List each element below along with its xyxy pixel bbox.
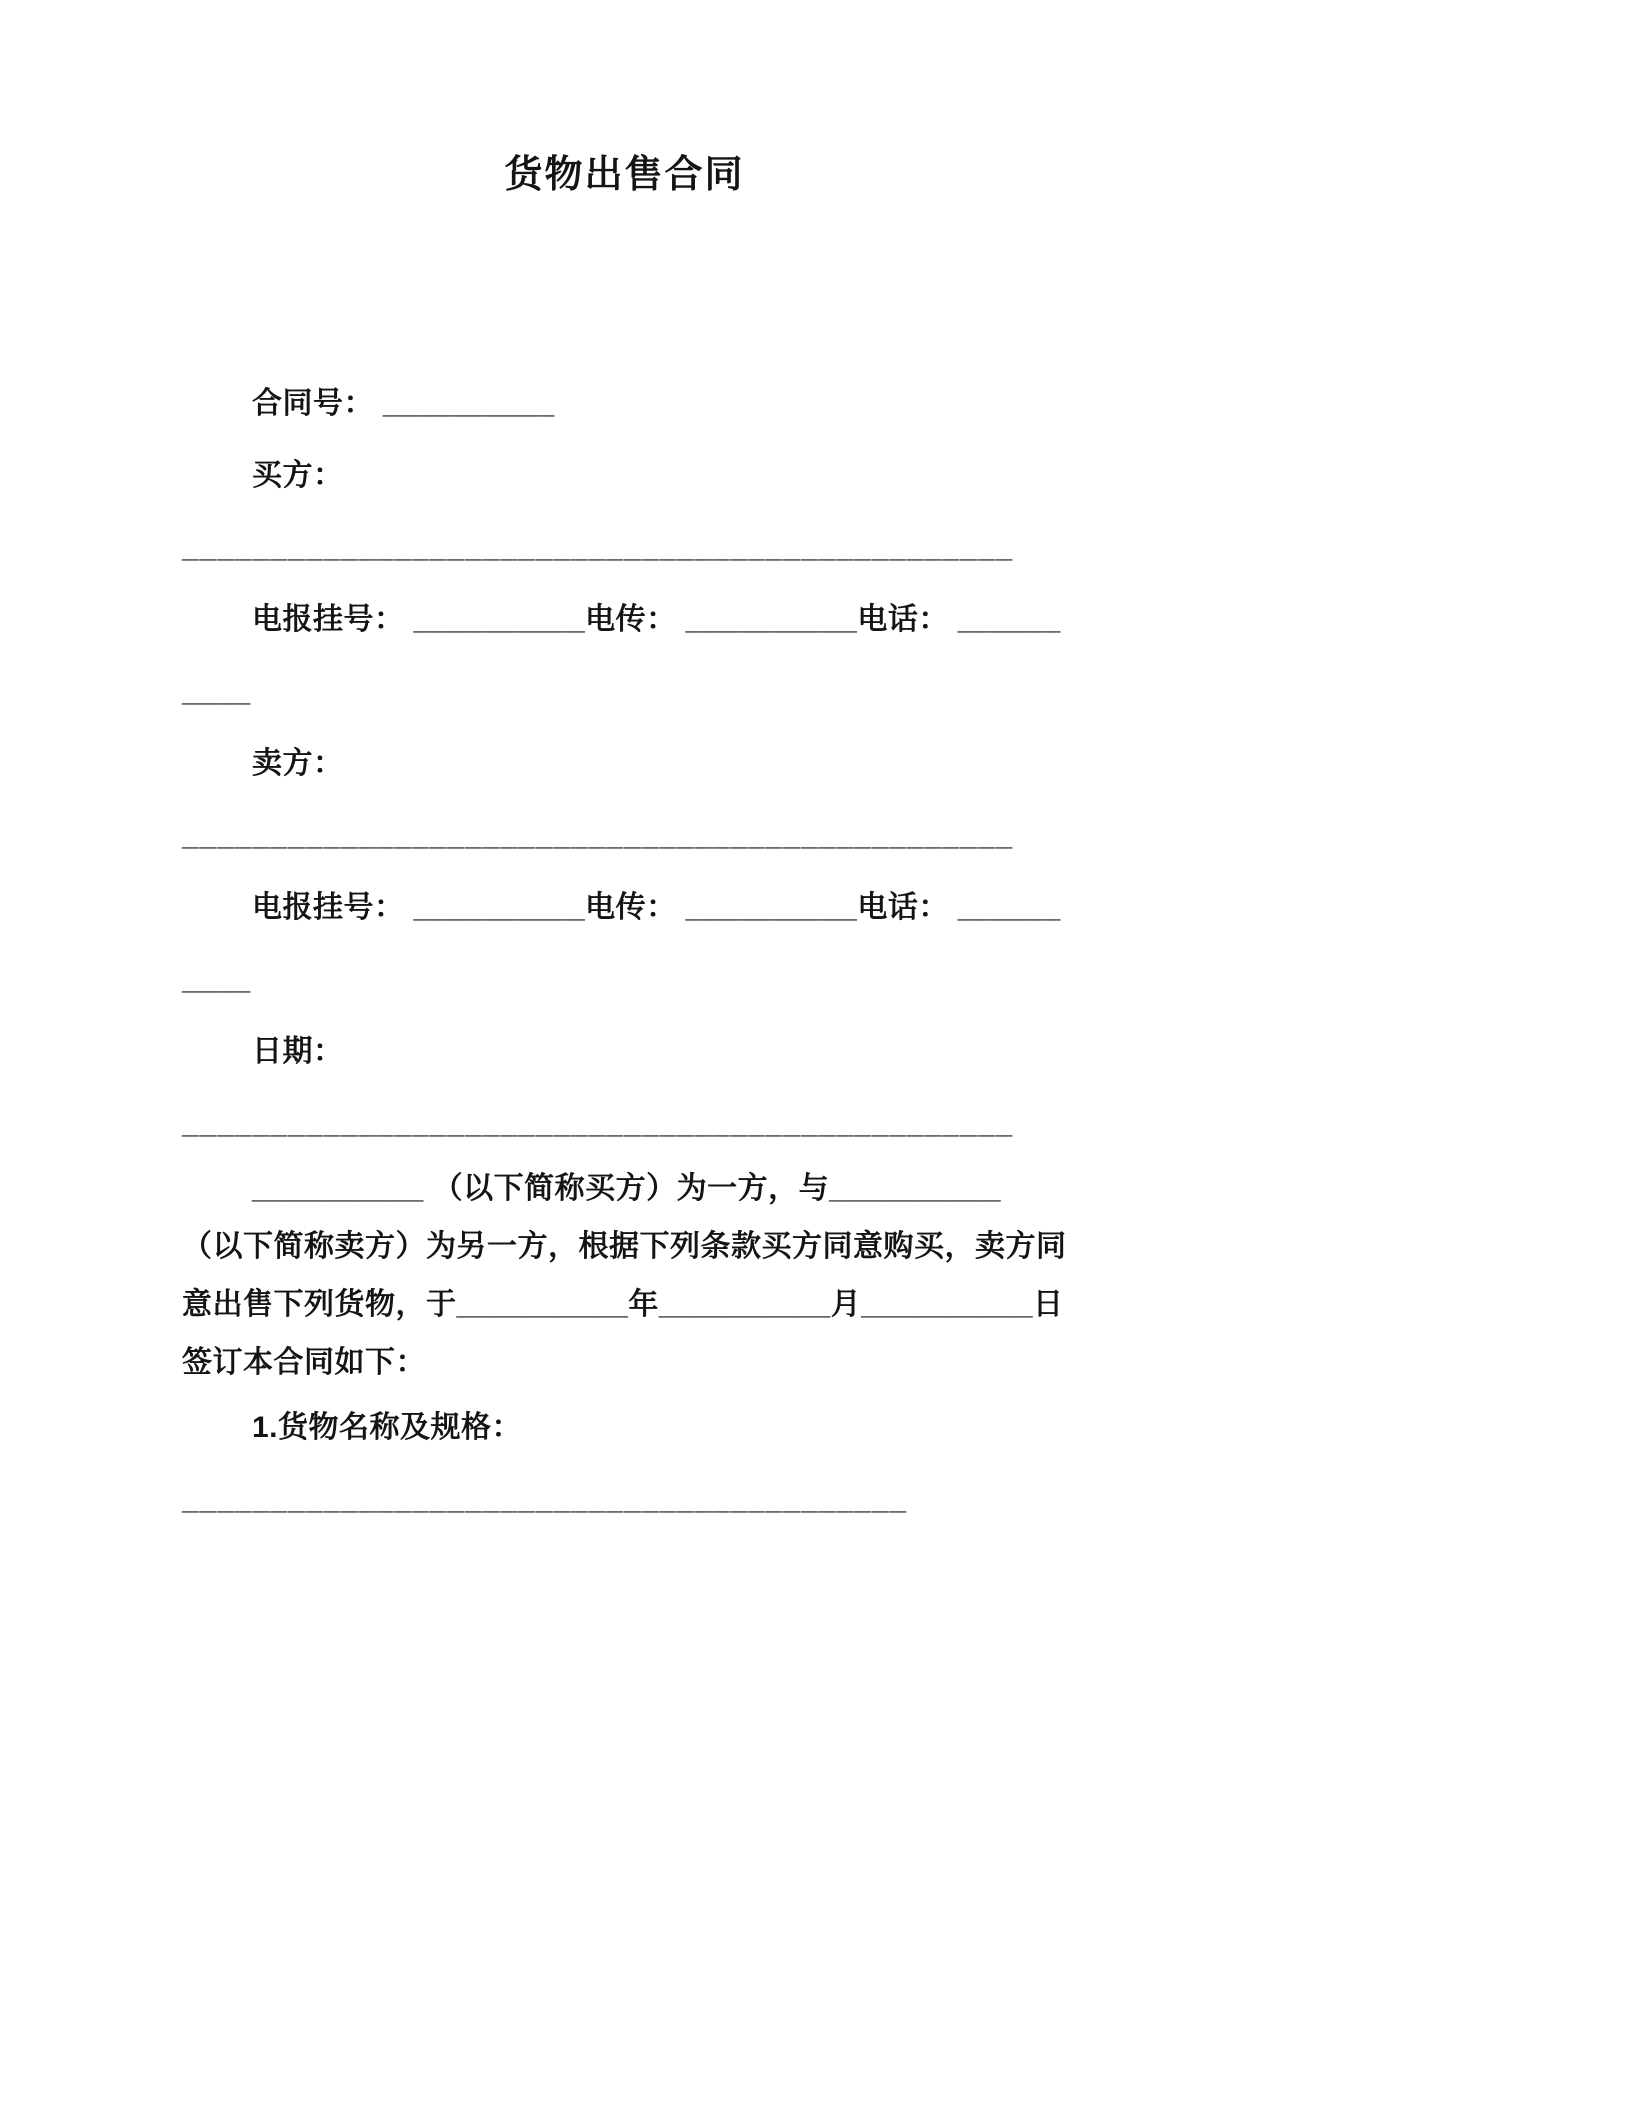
contract-number-line: 合同号： __________ [252,387,555,420]
seller-label: 卖方： [252,747,344,780]
buyer-contact-line: 电报挂号： __________电传： __________电话： __________ [182,603,1061,708]
buyer-label: 买方： [252,459,344,492]
document-content [182,150,1067,1536]
buyer-fill-in-line: _______________________________________________ [182,531,1014,564]
document-title: 货物出售合同 [504,154,745,196]
goods-name-spec-label: 1.货物名称及规格： [252,1411,523,1444]
seller-contact-line: 电报挂号： __________电传： __________电话： __________ [182,891,1061,996]
goods-fill-in-line: _________________________________________ [182,1483,908,1516]
date-label: 日期： [252,1035,344,1068]
seller-fill-in-line: _______________________________________________ [182,819,1014,852]
date-fill-in-line: _______________________________________________ [182,1107,1014,1140]
contract-intro-paragraph: __________ （以下简称买方）为一方，与__________ （以下简称卖方）为另一方，根据下列条款买方同意购买，卖方同意出售下列货物，于__________年__________月__________日签订本合同如下： [182,1172,1067,1379]
